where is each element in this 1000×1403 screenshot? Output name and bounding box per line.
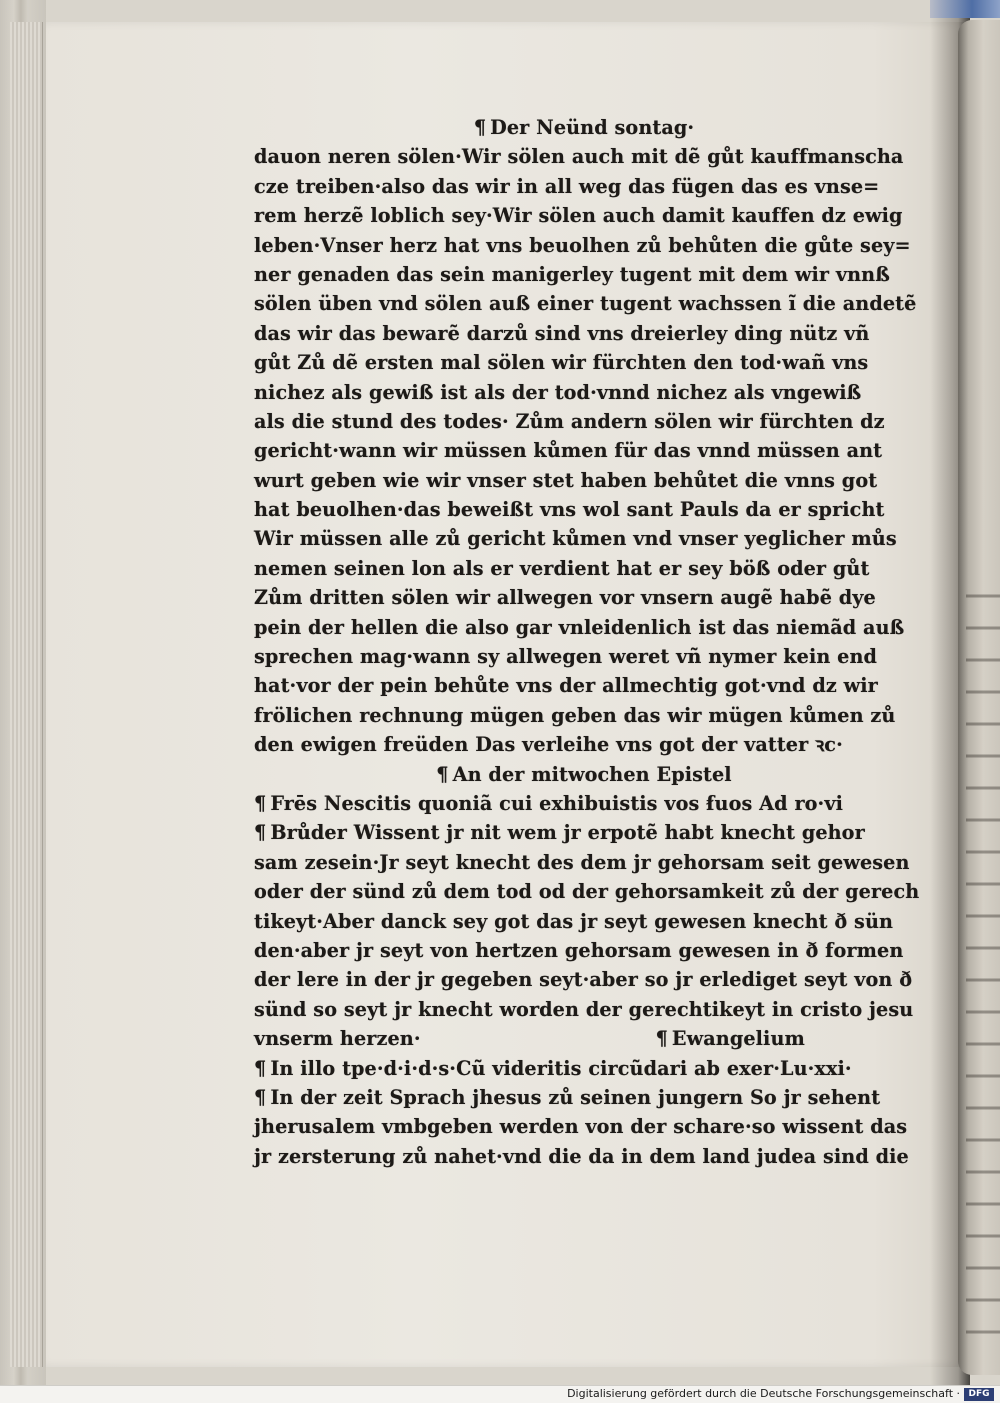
line-text: ner genaden das sein manigerley tugent mit dem wir vnnß xyxy=(254,262,890,286)
text-line xyxy=(254,995,914,1024)
text-line xyxy=(254,436,914,465)
line-text: Der Neünd sontag· xyxy=(490,116,695,139)
line-text: der lere in der jr gegeben seyt·aber so jr erlediget seyt von ð xyxy=(254,968,913,992)
line-text: jherusalem vmbgeben werden von der schare·so wissent das xyxy=(254,1115,908,1139)
text-line xyxy=(254,172,914,201)
text-line xyxy=(254,319,914,348)
line-text: sprechen mag·wann sy allwegen weret vñ nymer kein end xyxy=(254,645,878,669)
line-text: nemen seinen lon als er verdient hat er sey böß oder gůt xyxy=(254,556,870,580)
text-line xyxy=(254,289,917,318)
dfg-logo-icon: DFG xyxy=(964,1388,994,1401)
text-line xyxy=(254,260,914,289)
section-heading xyxy=(254,113,914,142)
text-line xyxy=(254,701,914,730)
line-text: tikeyt·Aber danck sey got das jr seyt gewesen knecht ð sün xyxy=(254,909,894,933)
line-text: dauon neren sölen·Wir sölen auch mit dẽ gůt kauffmanscha xyxy=(254,145,904,169)
line-text: als die stund des todes· Zům andern sölen wir fürchten dz xyxy=(254,409,885,433)
paragraph-mark-icon: ¶ xyxy=(254,1056,267,1080)
section-heading xyxy=(254,760,914,789)
line-text: sam zesein·Jr seyt knecht des dem jr gehorsam seit gewesen xyxy=(254,850,910,874)
line-text: hat beuolhen·das beweißt vns wol sant Pauls da er spricht xyxy=(254,498,885,522)
text-line xyxy=(254,407,914,436)
line-text: cze treiben·also das wir in all weg das fügen das es vnse= xyxy=(254,174,880,198)
line-text: pein der hellen die also gar vnleidenlich ist das niemãd auß xyxy=(254,615,905,639)
text-line xyxy=(254,1024,914,1053)
line-text: An der mitwochen Epistel xyxy=(452,762,732,786)
text-line xyxy=(254,1054,914,1083)
facing-page-text-shadow xyxy=(966,580,1000,1340)
text-line xyxy=(254,495,914,524)
facing-page-edge xyxy=(958,20,1000,1375)
line-text: hat·vor der pein behůte vns der allmechtig got·vnd dz wir xyxy=(254,674,878,698)
line-text: vnserm herzen· xyxy=(254,1027,421,1051)
paragraph-mark-icon: ¶ xyxy=(655,1027,668,1051)
text-line xyxy=(254,936,914,965)
text-line xyxy=(254,142,914,171)
text-line xyxy=(254,789,914,818)
line-text: gericht·wann wir müssen kůmen für das vnnd müssen ant xyxy=(254,439,883,463)
text-line xyxy=(254,818,914,847)
paragraph-mark-icon: ¶ xyxy=(254,791,267,815)
text-line xyxy=(254,642,914,671)
line-text: das wir das bewarẽ darzů sind vns dreierley ding nütz vñ xyxy=(254,321,870,345)
line-text: sünd so seyt jr knecht worden der gerechtikeyt in cristo jesu xyxy=(254,997,914,1021)
text-line xyxy=(254,378,914,407)
text-line xyxy=(254,1083,914,1112)
text-line xyxy=(254,965,914,994)
line-text: frölichen rechnung mügen geben das wir mügen kůmen zů xyxy=(254,703,896,727)
footer-bar xyxy=(0,1385,1000,1403)
text-line xyxy=(254,201,914,230)
line-text: Wir müssen alle zů gericht kůmen vnd vnser yeglicher můs xyxy=(254,527,897,551)
paragraph-mark-icon: ¶ xyxy=(254,821,267,845)
line-text: den·aber jr seyt von hertzen gehorsam gewesen in ð formen xyxy=(254,938,904,962)
line-text: Brůder Wissent jr nit wem jr erpotẽ habt knecht gehor xyxy=(270,821,865,845)
line-text: Zům dritten sölen wir allwegen vor vnsern augẽ habẽ dye xyxy=(254,586,876,610)
paragraph-mark-icon: ¶ xyxy=(254,1085,267,1109)
text-line xyxy=(254,730,914,759)
paragraph-mark-icon: ¶ xyxy=(473,116,487,139)
text-line xyxy=(254,1142,914,1171)
binding-blue-edge xyxy=(930,0,1000,18)
footer-credit: Digitalisierung gefördert durch die Deutsche Forschungsgemeinschaft · xyxy=(567,1387,960,1400)
line-text: gůt Zů dẽ ersten mal sölen wir fürchten den tod·wañ vns xyxy=(254,351,869,375)
text-line xyxy=(254,583,914,612)
text-line xyxy=(254,466,914,495)
section-heading-inline: Ewangelium xyxy=(671,1027,805,1051)
text-line xyxy=(254,907,914,936)
line-text: den ewigen freüden Das verleihe vns got der vatter ꝛc· xyxy=(254,733,843,757)
text-line xyxy=(254,877,920,906)
text-line xyxy=(254,613,914,642)
text-line xyxy=(254,348,914,377)
page-text-block xyxy=(254,113,920,1171)
line-text: wurt geben wie wir vnser stet haben behůtet die vnns got xyxy=(254,468,878,492)
line-text: rem herzẽ loblich sey·Wir sölen auch damit kauffen dz ewig xyxy=(254,204,903,228)
line-text: oder der sünd zů dem tod od der gehorsamkeit zů der gerech xyxy=(254,880,920,904)
paragraph-mark-icon: ¶ xyxy=(436,762,449,786)
text-line xyxy=(254,671,914,700)
line-text: In illo tpe·d·i·d·s·Cũ videritis circũdari ab exer·Lu·xxi· xyxy=(270,1056,852,1080)
text-line xyxy=(254,848,914,877)
line-text: leben·Vnser herz hat vns beuolhen zů behůten die gůte sey= xyxy=(254,233,911,257)
text-line xyxy=(254,1112,914,1141)
line-text: In der zeit Sprach jhesus zů seinen jungern So jr sehent xyxy=(270,1085,881,1109)
line-text: nichez als gewiß ist als der tod·vnnd nichez als vngewiß xyxy=(254,380,862,404)
page-stack-edge xyxy=(10,22,43,1367)
line-text: sölen üben vnd sölen auß einer tugent wachssen ĩ die andetẽ xyxy=(254,292,917,316)
text-line xyxy=(254,524,914,553)
line-text: jr zersterung zů nahet·vnd die da in dem land judea sind die xyxy=(254,1144,909,1168)
text-line xyxy=(254,554,914,583)
text-line xyxy=(254,231,914,260)
line-text: Frēs Nescitis quoniã cui exhibuistis vos ẜuos Ad ro·vi xyxy=(270,791,843,815)
